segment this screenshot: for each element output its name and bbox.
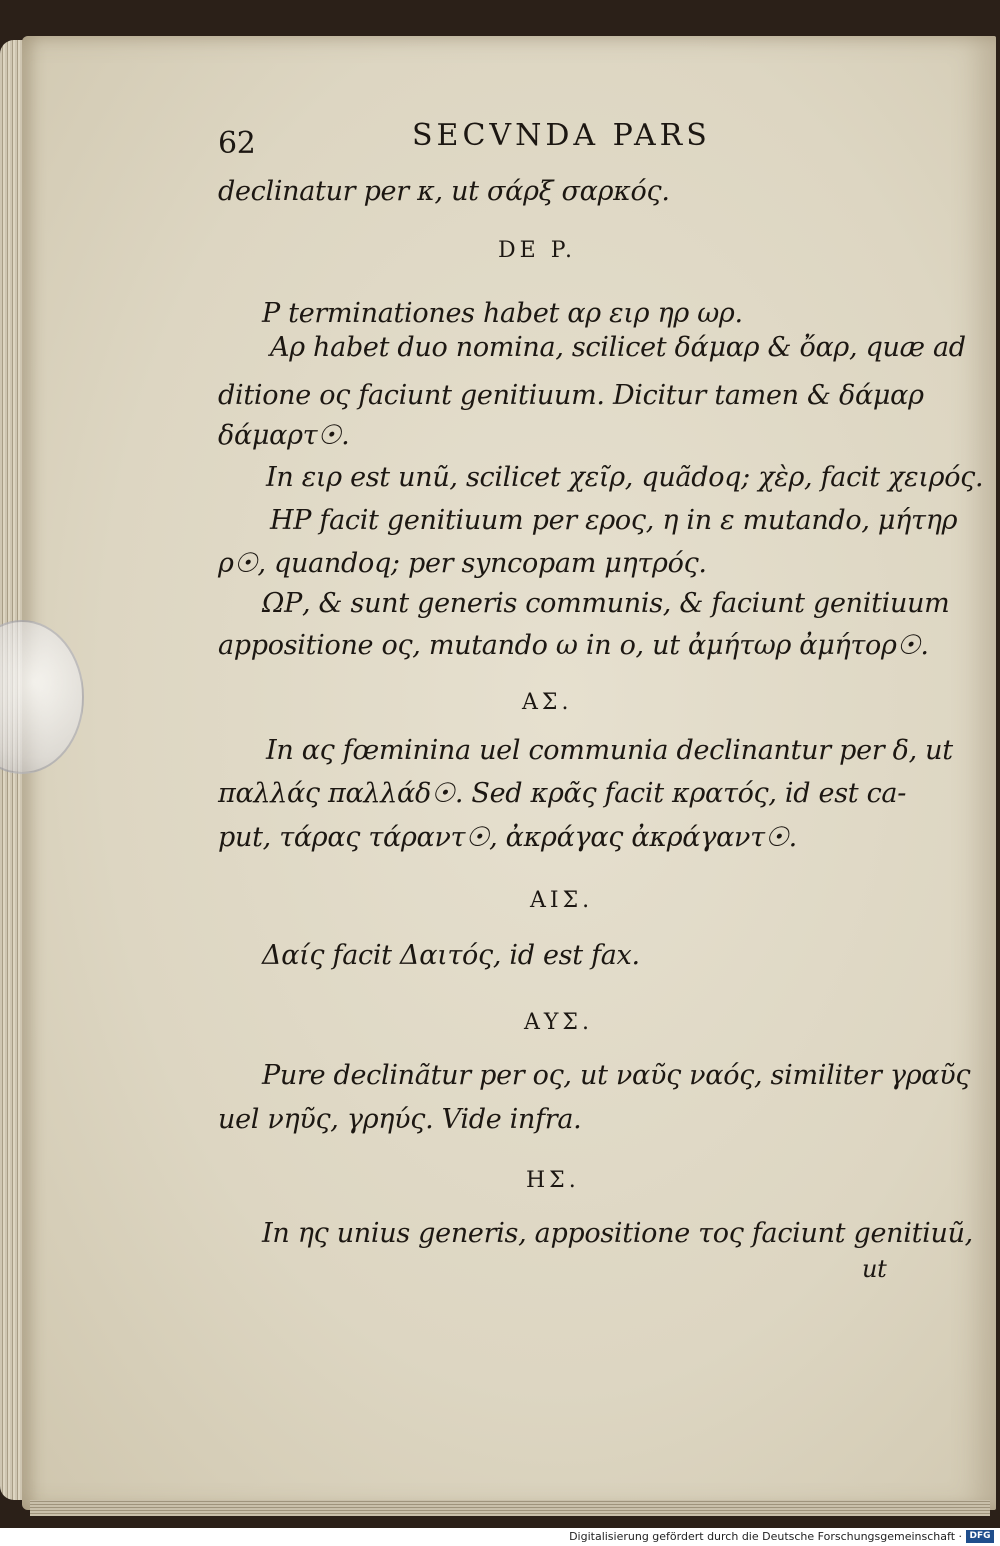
- dfg-logo: DFG: [966, 1530, 994, 1543]
- page-number: 62: [218, 126, 256, 161]
- text-line: P terminationes habet αρ ειρ ηρ ωρ.: [262, 298, 743, 329]
- section-heading: ΑΙΣ.: [530, 888, 594, 913]
- section-heading: ΗΣ.: [526, 1168, 580, 1193]
- text-line: appositione ος, mutando ω in ο, ut ἀμήτωρ ἀμήτορ☉.: [218, 630, 929, 661]
- text-line: declinatur per κ, ut σάρξ σαρκός.: [218, 176, 670, 207]
- text-line: In ης unius generis, appositione τος faciunt genitiuũ,: [262, 1218, 973, 1249]
- text-line: δάμαρτ☉.: [218, 420, 350, 451]
- text-line: ditione ος faciunt genitiuum. Dicitur tamen & δάμαρ: [218, 380, 924, 411]
- running-head: SECVNDA PARS: [412, 118, 711, 153]
- section-heading: ΑΣ.: [522, 690, 573, 715]
- section-heading: ΑΥΣ.: [524, 1010, 593, 1035]
- footer-credit: Digitalisierung gefördert durch die Deutsche Forschungsgemeinschaft ·: [569, 1530, 962, 1543]
- text-line: ΩΡ, & sunt generis communis, & faciunt genitiuum: [262, 588, 950, 619]
- catchword: ut: [862, 1255, 887, 1283]
- text-line: Δαίς facit Δαιτός, id est fax.: [262, 940, 640, 971]
- text-line: παλλάς παλλάδ☉. Sed κρᾶς facit κρατός, id est ca-: [218, 778, 907, 809]
- section-heading: DE P.: [498, 238, 577, 263]
- text-line: put, τάρας τάραντ☉, ἀκράγας ἀκράγαντ☉.: [218, 822, 797, 853]
- text-line: uel νηῦς, γρηύς. Vide infra.: [218, 1104, 582, 1135]
- text-line: Aρ habet duo nomina, scilicet δάμαρ & ὄαρ, quæ ad: [270, 332, 966, 363]
- text-line: In ας fœminina uel communia declinantur per δ, ut: [266, 735, 953, 766]
- text-line: Pure declinãtur per ος, ut ναῦς ναός, similiter γραῦς: [262, 1060, 971, 1091]
- bottom-page-edges: [30, 1500, 990, 1516]
- text-line: ΗΡ facit genitiuum per ερος, η in ε mutando, μήτηρ: [270, 505, 958, 536]
- text-line: In ειρ est unũ, scilicet χεῖρ, quãdoq; χὲρ, facit χειρός.: [266, 462, 984, 493]
- text-line: ρ☉, quandoq; per syncopam μητρός.: [218, 548, 707, 579]
